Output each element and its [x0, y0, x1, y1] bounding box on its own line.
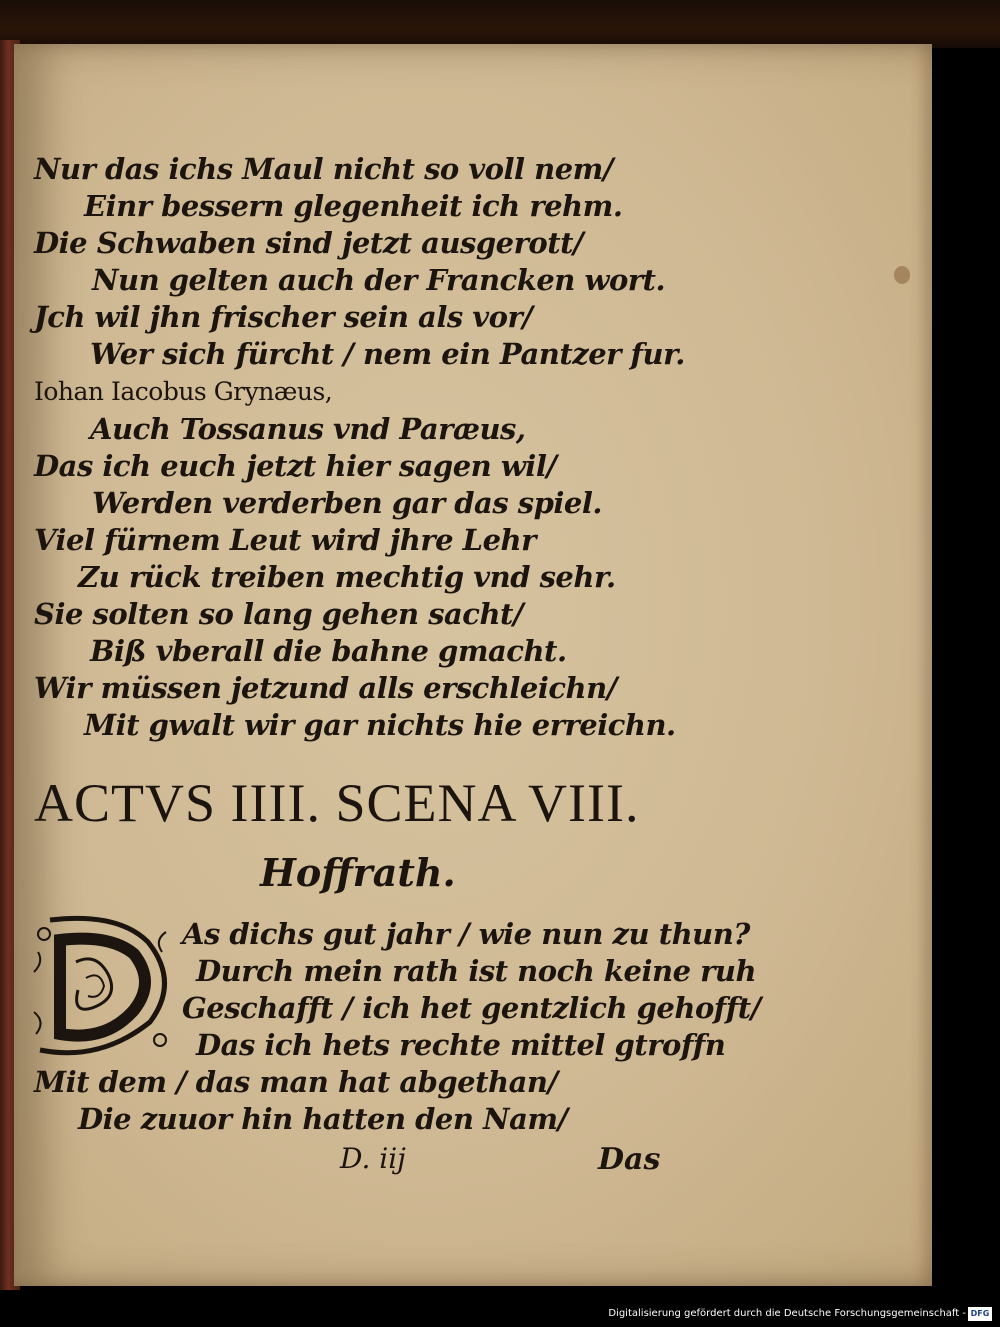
book-page	[14, 44, 932, 1286]
verse-line: Wir müssen jetzund alls erschleichn/	[34, 671, 617, 705]
funding-note: Digitalisierung gefördert durch die Deutsche Forschungsgemeinschaft -	[608, 1308, 966, 1319]
verse-line: Das ich euch jetzt hier sagen wil/	[34, 449, 557, 483]
verse-line: Wer sich fürcht / nem ein Pantzer fur.	[90, 337, 685, 371]
verse-line: Geschafft / ich het gentzlich gehofft/	[182, 991, 761, 1025]
scan-top-edge	[0, 0, 1000, 48]
verse-line: Biß vberall die bahne gmacht.	[90, 634, 567, 668]
dfg-logo[interactable]: DFG	[968, 1307, 992, 1321]
verse-line: Durch mein rath ist noch keine ruh	[196, 954, 757, 988]
verse-line: Mit gwalt wir gar nichts hie erreichn.	[84, 708, 676, 742]
verse-line: Das ich hets rechte mittel gtroffn	[196, 1028, 726, 1062]
verse-line: Die zuuor hin hatten den Nam/	[78, 1102, 568, 1136]
verse-line: As dichs gut jahr / wie nun zu thun?	[182, 917, 750, 951]
decorated-initial-d	[30, 912, 176, 1060]
verse-line: Viel fürnem Leut wird jhre Lehr	[34, 523, 536, 557]
catchword: Das	[598, 1142, 661, 1177]
act-scene-heading: ACTVS IIII. SCENA VIII.	[34, 773, 640, 833]
verse-line: Jch wil jhn frischer sein als vor/	[34, 300, 533, 334]
verse-line: Einr bessern glegenheit ich rehm.	[84, 189, 623, 223]
verse-line: Sie solten so lang gehen sacht/	[34, 597, 524, 631]
verse-line: Die Schwaben sind jetzt ausgerott/	[34, 226, 584, 260]
page-text	[14, 44, 932, 1286]
verse-line: Iohan Iacobus Grynæus,	[34, 377, 333, 406]
verse-line: Nur das ichs Maul nicht so voll nem/	[34, 152, 613, 186]
signature-mark: D. iij	[340, 1142, 406, 1175]
verse-line: Auch Tossanus vnd Paræus,	[90, 412, 526, 446]
verse-line: Mit dem / das man hat abgethan/	[34, 1065, 558, 1099]
verse-line: Werden verderben gar das spiel.	[92, 486, 602, 520]
speaker-name: Hoffrath.	[260, 850, 456, 895]
verse-line: Zu rück treiben mechtig vnd sehr.	[78, 560, 616, 594]
verse-line: Nun gelten auch der Francken wort.	[92, 263, 666, 297]
